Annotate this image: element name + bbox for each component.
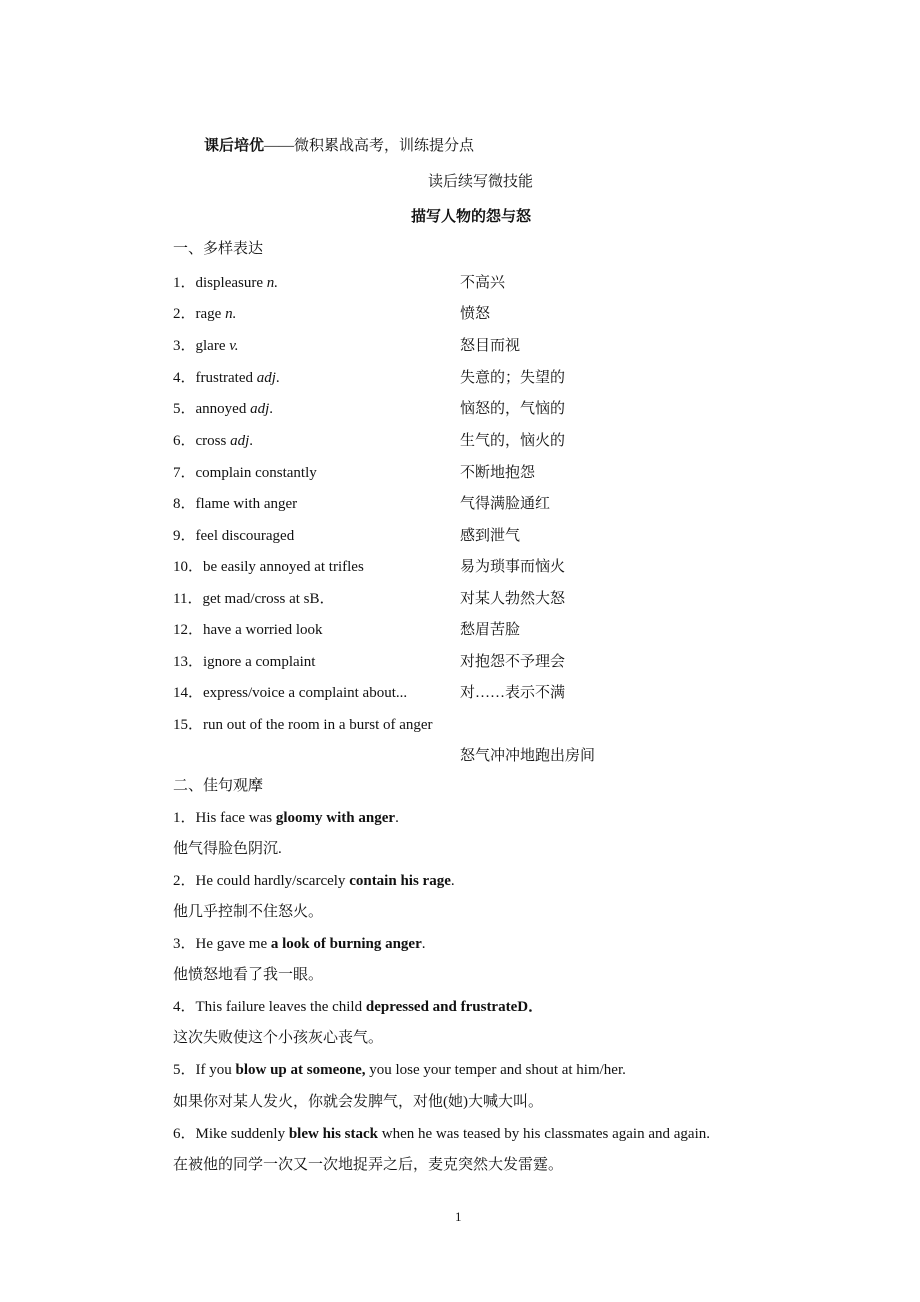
item-tail: . (269, 401, 274, 417)
sentence-pre: 6．Mike suddenly (173, 1126, 289, 1142)
item-number: 12． (173, 622, 204, 638)
list-item-continuation (0, 744, 920, 764)
item-pos: adj (230, 433, 250, 449)
item-english: have a worried look (203, 622, 323, 638)
item-pos: adj (250, 401, 270, 417)
subtitle: 读后续写微技能 (428, 174, 534, 190)
sentence-chinese: 他气得脸色阴沉. (173, 841, 282, 857)
sentence-pre: 4．This failure leaves the child (173, 999, 366, 1015)
item-english: run out of the room in a burst of anger (203, 717, 433, 733)
sentence-chinese: 这次失败使这个小孩灰心丧气。 (173, 1030, 384, 1046)
item-pos: adj (256, 370, 276, 386)
header-rest: ——微积累战高考，训练提分点 (264, 138, 475, 154)
list-item (0, 397, 920, 417)
item-english: rage (195, 306, 226, 322)
item-english: get mad/cross at sB． (202, 591, 335, 607)
item-english: cross (195, 433, 231, 449)
item-chinese: 不高兴 (460, 275, 506, 291)
sentence-chinese: 他愤怒地看了我一眼。 (173, 967, 324, 983)
item-english: frustrated (195, 370, 257, 386)
item-chinese: 恼怒的，气恼的 (460, 401, 566, 417)
item-chinese: 怒目而视 (460, 338, 521, 354)
item-number: 8． (173, 496, 196, 512)
item-number: 3． (173, 338, 196, 354)
item-chinese: 气得满脸通红 (460, 496, 551, 512)
list-item (0, 650, 920, 670)
item-number: 1． (173, 275, 196, 291)
item-chinese: 愁眉苦脸 (460, 622, 521, 638)
item-number: 6． (173, 433, 196, 449)
list-item (0, 618, 920, 638)
sentence-post: . (421, 936, 426, 952)
sentence-chinese: 在被他的同学一次又一次地捉弄之后，麦克突然大发雷霆。 (173, 1157, 564, 1173)
item-english: be easily annoyed at trifles (203, 559, 364, 575)
item-chinese: 易为琐事而恼火 (460, 559, 566, 575)
sentence-post: you lose your temper and shout at him/her. (365, 1062, 626, 1078)
list-item (0, 681, 920, 701)
page-number: 1 (455, 1209, 462, 1224)
item-pos: n. (225, 306, 237, 322)
item-chinese: 对某人勃然大怒 (460, 591, 566, 607)
item-chinese: 怒气冲冲地跑出房间 (460, 748, 596, 764)
item-english: annoyed (195, 401, 251, 417)
item-number: 11． (173, 591, 203, 607)
sentence-english (173, 934, 426, 954)
list-item (0, 429, 920, 449)
item-chinese: 生气的，恼火的 (460, 433, 566, 449)
item-number: 2． (173, 306, 196, 322)
item-chinese: 愤怒 (460, 306, 491, 322)
list-item (0, 366, 920, 386)
sentence-english (173, 997, 543, 1017)
sentence-pre: 3．He gave me (173, 936, 271, 952)
list-item (0, 271, 920, 291)
list-item (0, 461, 920, 481)
item-number: 5． (173, 401, 196, 417)
sentence-english (173, 871, 455, 891)
item-tail: . (249, 433, 254, 449)
sentence-pre: 1．His face was (173, 810, 276, 826)
list-item (0, 334, 920, 354)
sentence-english (173, 1060, 626, 1080)
item-number: 10． (173, 559, 204, 575)
section1-heading: 一、多样表达 (173, 241, 264, 257)
item-english: glare (195, 338, 230, 354)
list-item (0, 587, 920, 607)
sentence-post: when he was teased by his classmates again and again. (378, 1126, 710, 1142)
list-item (0, 524, 920, 544)
item-pos: v. (229, 338, 239, 354)
sentence-english (173, 1124, 710, 1144)
page-header (204, 136, 474, 156)
sentence-key-phrase: blew his stack (288, 1126, 379, 1142)
sentence-pre: 5．If you (173, 1062, 236, 1078)
item-english: ignore a complaint (203, 654, 316, 670)
item-chinese: 失意的；失望的 (460, 370, 566, 386)
sentence-key-phrase: a look of burning anger (270, 936, 422, 952)
sentence-key-phrase: depressed and frustrateD． (365, 999, 544, 1015)
item-english: feel discouraged (195, 528, 295, 544)
sentence-chinese: 如果你对某人发火，你就会发脾气，对他(她)大喊大叫。 (173, 1094, 543, 1110)
item-english: complain constantly (195, 465, 317, 481)
item-tail: . (275, 370, 280, 386)
list-item (0, 555, 920, 575)
list-item (0, 713, 920, 733)
sentence-post: . (395, 810, 399, 826)
item-chinese: 对……表示不满 (460, 685, 566, 701)
item-english: flame with anger (195, 496, 298, 512)
sentence-key-phrase: contain his rage (349, 873, 451, 889)
item-number: 13． (173, 654, 204, 670)
item-english: express/voice a complaint about... (203, 685, 408, 701)
sentence-key-phrase: blow up at someone, (235, 1062, 366, 1078)
sentence-chinese: 他几乎控制不住怒火。 (173, 904, 324, 920)
item-number: 9． (173, 528, 196, 544)
item-number: 4． (173, 370, 196, 386)
item-number: 14． (173, 685, 204, 701)
item-number: 15． (173, 717, 204, 733)
item-chinese: 不断地抱怨 (460, 465, 536, 481)
list-item (0, 492, 920, 512)
sentence-post: . (450, 873, 455, 889)
sentence-key-phrase: gloomy with anger (275, 810, 396, 826)
sentence-english (173, 808, 399, 828)
item-chinese: 对抱怨不予理会 (460, 654, 566, 670)
header-bold: 课后培优 (204, 138, 265, 154)
item-pos: n. (266, 275, 278, 291)
page-title: 描写人物的怨与怒 (411, 209, 532, 225)
item-english: displeasure (195, 275, 267, 291)
item-number: 7． (173, 465, 196, 481)
section2-heading: 二、佳句观摩 (173, 778, 264, 794)
sentence-pre: 2．He could hardly/scarcely (173, 873, 350, 889)
item-chinese: 感到泄气 (460, 528, 521, 544)
list-item (0, 302, 920, 322)
